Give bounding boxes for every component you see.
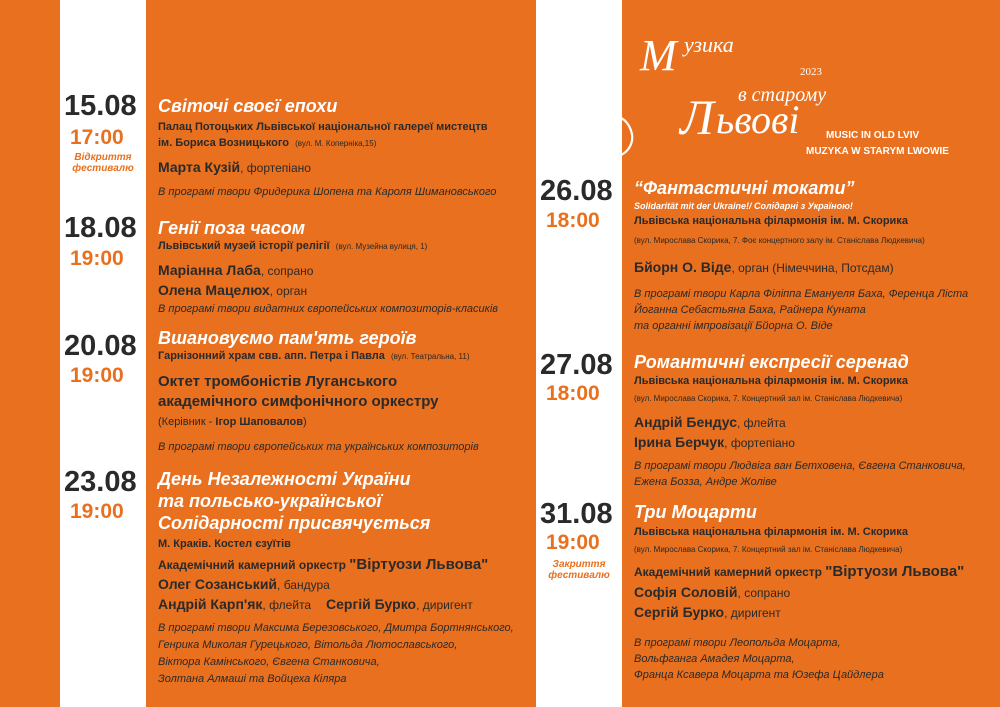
performer-role: , сопрано (737, 586, 791, 600)
event-title: Світочі своєї епохи (158, 96, 338, 116)
performer-role: , флейта (736, 416, 786, 430)
orchestra-prefix: Академічний камерний оркестр (634, 565, 826, 579)
venue-name: ім. Бориса Возницького (158, 137, 289, 149)
event-time: 17:00 (70, 126, 124, 149)
orchestra-name: "Віртуози Львова" (349, 556, 489, 573)
performer (634, 434, 795, 450)
event-venue: Львівська національна філармонія ім. М. Скорика (634, 375, 908, 387)
performer-role: , диригент (724, 606, 781, 620)
performer (326, 596, 473, 612)
orchestra-name: "Віртуози Львова" (825, 563, 965, 580)
leader-suffix: ) (303, 416, 307, 428)
performer-role: , фортепіано (724, 436, 795, 450)
event-title: Романтичні експресії серенад (634, 352, 909, 372)
venue-address: (вул. Мирослава Скорика, 7. Концертний зал ім. Станіслава Людкевича) (634, 545, 903, 554)
festival-year: 2023 (800, 66, 822, 78)
performer (634, 604, 781, 620)
performer-role: , флейта (262, 598, 312, 612)
performer-role: , сопрано (260, 264, 314, 278)
performer-name: Ірина Берчук (634, 434, 725, 450)
event-program-line2: Генрика Миколая Гурецького, Вітольда Лютославського, (158, 639, 458, 651)
event-date: 26.08 (540, 175, 613, 207)
event-title: День Незалежності України (158, 469, 411, 489)
performer (158, 576, 330, 592)
performer-name: Олег Созанський (158, 576, 278, 592)
event-venue (158, 240, 427, 252)
venue-address: (вул. Театральна, 11) (390, 352, 470, 361)
performer-name: Бйорн О. Віде (634, 259, 732, 275)
event-program-line4: Золтана Алмаші та Войцеха Кіляра (158, 673, 347, 685)
subtitle-pl: MUZYKA W STARYM LWOWIE (806, 146, 949, 157)
venue-address: (вул. Мирослава Скорика, 7. Фоє концертного залу ім. Станіслава Людкевича) (634, 236, 925, 245)
venue-name: Гарнізонний храм свв. апп. Петра і Павла (158, 350, 385, 362)
performer (158, 282, 307, 298)
subtitle-en: MUSIC IN OLD LVIV (826, 130, 920, 141)
event-venue: Палац Потоцьких Львівської національної галереї мистецтв (158, 121, 488, 133)
leader-name: Ігор Шаповалов (215, 416, 303, 428)
event-title: Генії поза часом (158, 218, 306, 238)
event-program-line3: Віктора Камінського, Євгена Станковича, (158, 656, 380, 668)
event-program-line2: Вольфганга Амадея Моцарта, (634, 653, 795, 665)
brand-letter-l: Л (680, 89, 714, 145)
orchestra-prefix: Академічний камерний оркестр (158, 558, 350, 572)
event-program-line2: Йоганна Себастьяна Баха, Райнера Куната (634, 304, 866, 316)
brand-lvovi: ьвові (716, 97, 800, 142)
orchestra (158, 556, 488, 573)
festival-closing-note: Закриття фестивалю (548, 559, 610, 581)
event-date: 15.08 (64, 90, 137, 122)
festival-opening-note: Відкриття фестивалю (72, 152, 134, 174)
event-title: “Фантастичні токати” (634, 178, 855, 198)
event-program: В програмі твори Максима Березовського, Дмитра Бортнянського, (158, 622, 514, 634)
performer (158, 596, 311, 612)
performer-name: Андрій Карп'як (158, 596, 263, 612)
event-time: 18:00 (546, 382, 600, 405)
performer-name: Андрій Бендус (634, 414, 737, 430)
performer-name: Софія Соловій (634, 584, 738, 600)
event-date: 23.08 (64, 466, 137, 498)
orchestra (634, 563, 964, 580)
performer-role: , диригент (416, 598, 473, 612)
performer-role: , орган (Німеччина, Потсдам) (731, 261, 894, 275)
event-date: 27.08 (540, 349, 613, 381)
event-venue (158, 350, 470, 362)
event-venue: М. Краків. Костел єзуїтів (158, 538, 291, 550)
event-venue: Львівська національна філармонія ім. М. Скорика (634, 215, 908, 227)
performer (634, 584, 790, 600)
performer (158, 262, 313, 278)
performer-role: , бандура (277, 578, 330, 592)
event-time: 19:00 (70, 247, 124, 270)
event-time: 18:00 (546, 209, 600, 232)
event-time: 19:00 (70, 364, 124, 387)
event-date: 31.08 (540, 498, 613, 530)
event-title: Три Моцарти (634, 502, 757, 522)
event-program-line3: Франца Ксавера Моцарта та Юзефа Цайдлера (634, 669, 884, 681)
performer (158, 159, 311, 175)
brand-muzyka: узика (684, 32, 734, 57)
leader-prefix: (Керівник - (158, 416, 216, 428)
event-title-line2: та польсько-української (158, 491, 382, 511)
event-subtitle: Solidarität mit der Ukraine!/ Солідарні з Україною! (634, 201, 853, 211)
event-program: В програмі твори видатних європейських композиторів-класиків (158, 303, 499, 315)
event-program: В програмі твори європейських та українських композиторів (158, 441, 479, 453)
event-time: 19:00 (546, 531, 600, 554)
venue-address: (вул. Мирослава Скорика, 7. Концертний зал ім. Станіслава Людкевича) (634, 394, 903, 403)
performer-name: Сергій Бурко (634, 604, 725, 620)
event-program: В програмі твори Фридерика Шопена та Кароля Шимановського (158, 186, 497, 198)
event-date: 20.08 (64, 330, 137, 362)
performer-name: Маріанна Лаба (158, 262, 261, 278)
event-title: Вшановуємо пам'ять героїв (158, 328, 417, 348)
brand-letter-m: М (640, 31, 677, 80)
performer-name: Олена Мацелюх (158, 282, 270, 298)
event-date: 18.08 (64, 212, 137, 244)
performer-role: , орган (269, 284, 308, 298)
event-time: 19:00 (70, 500, 124, 523)
ensemble-name: Октет тромбоністів Луганського (158, 373, 398, 390)
performer (634, 414, 786, 430)
event-program-line2: Ежена Бозза, Андре Жоліве (634, 476, 777, 488)
event-program: В програмі твори Карла Філіппа Емануеля Баха, Ференца Ліста (634, 288, 969, 300)
brand-v-staromu: в старому (738, 84, 827, 106)
venue-address: (вул. Музейна вулиця, 1) (335, 242, 428, 251)
event-program: В програмі твори Леопольда Моцарта, (634, 637, 841, 649)
performer-name: Марта Кузій (158, 159, 241, 175)
event-program-line3: та органні імпровізації Бйорна О. Віде (634, 320, 833, 332)
event-title-line3: Солідарності присвячується (158, 513, 431, 533)
performer-name: Сергій Бурко (326, 596, 417, 612)
event-program: В програмі твори Людвіга ван Бетховена, Євгена Станковича, (634, 460, 966, 472)
venue-name: Львівський музей історії релігії (158, 240, 330, 252)
ensemble-leader (158, 416, 307, 428)
performer (634, 259, 894, 275)
venue-address: (вул. М. Коперніка,15) (295, 139, 377, 148)
ensemble-name-line2: академічного симфонічного оркестру (158, 393, 439, 410)
event-venue-line2 (158, 137, 376, 149)
event-venue: Львівська національна філармонія ім. М. Скорика (634, 526, 908, 538)
performer-role: , фортепіано (240, 161, 311, 175)
